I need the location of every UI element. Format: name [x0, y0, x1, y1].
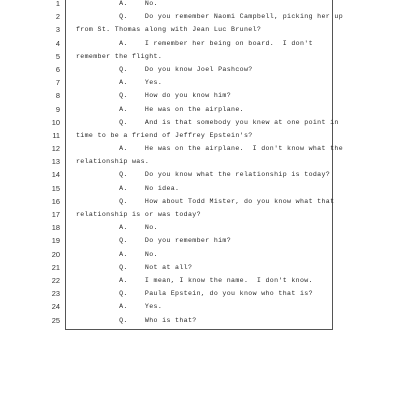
line-number: 25 [51, 315, 60, 325]
line-text: Q. How do you know him? [76, 92, 232, 100]
transcript-line [0, 89, 400, 102]
line-number: 23 [51, 289, 60, 299]
line-text: A. I mean, I know the name. I don't know. [76, 276, 313, 284]
line-text: A. No. [76, 0, 158, 7]
line-text: A. No idea. [76, 184, 180, 192]
line-number: 1 [55, 0, 60, 8]
line-number: 9 [55, 104, 60, 114]
line-text: A. He was on the airplane. [76, 105, 244, 113]
line-text: Q. Paula Epstein, do you know who that is? [76, 290, 313, 298]
line-text: A. He was on the airplane. I don't know what the [76, 145, 344, 153]
line-number: 20 [51, 249, 60, 259]
line-text: A. No. [76, 224, 158, 232]
transcript-line [0, 142, 400, 155]
line-text: Q. How about Todd Mister, do you know what that [76, 197, 335, 205]
line-number: 14 [51, 170, 60, 180]
transcript-line [0, 23, 400, 36]
line-number: 7 [55, 78, 60, 88]
line-number: 4 [55, 38, 60, 48]
transcript-line [0, 50, 400, 63]
line-text: relationship is or was today? [76, 211, 201, 218]
transcript-line [0, 76, 400, 89]
transcript-line [0, 300, 400, 313]
transcript-line [0, 37, 400, 50]
line-text: Q. Who is that? [76, 316, 197, 324]
transcript-line [0, 287, 400, 300]
line-text: relationship was. [76, 158, 150, 166]
line-number: 21 [51, 262, 60, 272]
line-number: 18 [51, 223, 60, 233]
transcript-line [0, 103, 400, 116]
transcript-line [0, 234, 400, 247]
transcript-line [0, 116, 400, 129]
transcript-line [0, 208, 400, 221]
line-text: A. Yes. [76, 79, 163, 87]
transcript-line [0, 261, 400, 274]
bottom-margin-rule [65, 329, 333, 330]
line-text: A. Yes. [76, 303, 163, 311]
line-text: from St. Thomas along with Jean Luc Brunel? [76, 26, 262, 34]
transcript-line [0, 168, 400, 181]
line-text: A. I remember her being on board. I don't [76, 39, 313, 47]
line-number: 13 [51, 157, 60, 167]
transcript-line [0, 274, 400, 287]
line-text: Q. Do you know what the relationship is today? [76, 171, 331, 179]
transcript-line [0, 182, 400, 195]
line-number: 2 [55, 12, 60, 22]
line-number: 8 [55, 91, 60, 101]
line-number: 15 [51, 183, 60, 193]
line-number: 10 [51, 117, 60, 127]
transcript-line [0, 248, 400, 261]
line-number: 6 [55, 64, 60, 74]
line-number: 24 [51, 302, 60, 312]
line-text: Q. Do you remember Naomi Campbell, picking her up [76, 13, 344, 21]
line-number: 12 [51, 144, 60, 154]
line-text: Q. And is that somebody you knew at one point in [76, 118, 339, 126]
transcript-line [0, 221, 400, 234]
line-number: 5 [55, 51, 60, 61]
line-number: 16 [51, 196, 60, 206]
line-text: Q. Do you remember him? [76, 237, 232, 245]
transcript-line [0, 129, 400, 142]
transcript-line [0, 314, 400, 327]
line-number: 3 [55, 25, 60, 35]
transcript-line [0, 0, 400, 10]
line-number: 22 [51, 275, 60, 285]
line-number: 11 [52, 130, 60, 140]
transcript-line [0, 195, 400, 208]
transcript-line [0, 155, 400, 168]
line-text: Q. Do you know Joel Pashcow? [76, 65, 253, 73]
line-text: remember the flight. [76, 52, 163, 60]
line-text: Q. Not at all? [76, 263, 193, 271]
line-text: A. No. [76, 250, 158, 258]
transcript-line [0, 63, 400, 76]
transcript-line [0, 10, 400, 23]
line-number: 17 [51, 210, 60, 219]
line-number: 19 [51, 236, 60, 246]
line-text: time to be a friend of Jeffrey Epstein's? [76, 131, 253, 139]
